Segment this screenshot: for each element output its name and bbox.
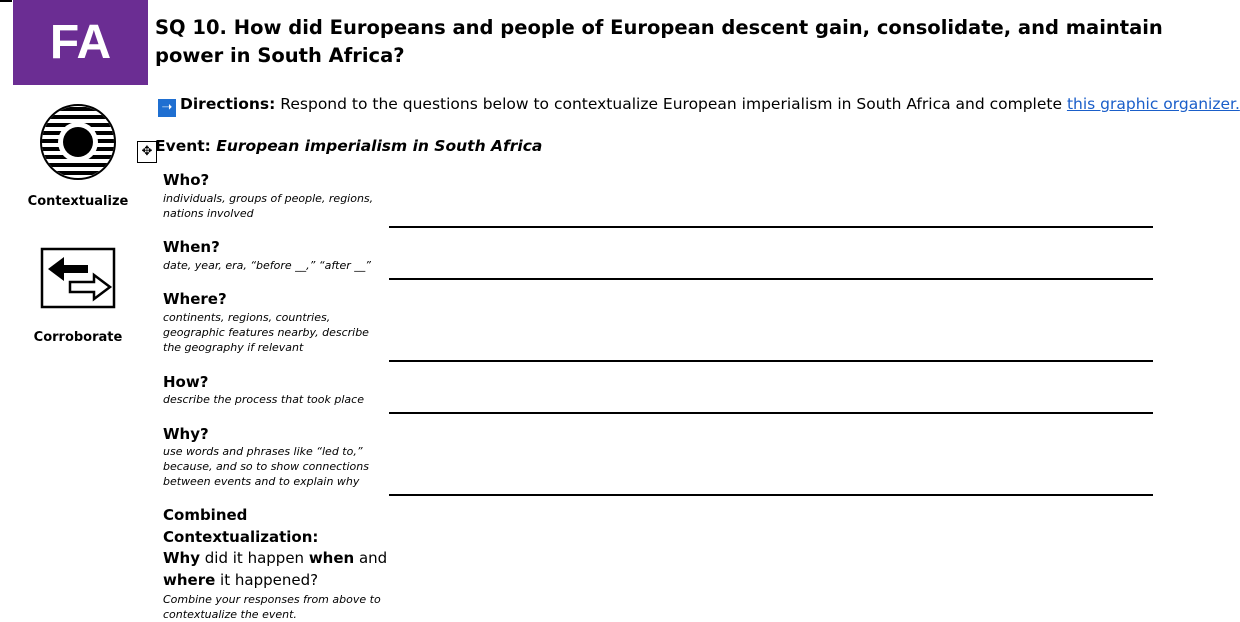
directions-text: Respond to the questions below to contextualize European imperialism in South Africa and complete	[280, 95, 1067, 113]
directions	[158, 93, 1240, 117]
answer-line-when[interactable]	[389, 278, 1153, 280]
question-when-hint: date, year, era, “before __,” “after __”	[163, 259, 371, 272]
question-how-label: How?	[163, 373, 209, 391]
answer-line-why[interactable]	[389, 494, 1153, 496]
combined-text-1: did it happen	[200, 549, 309, 567]
answer-line-how[interactable]	[389, 412, 1153, 414]
corroborate-label: Corroborate	[33, 330, 123, 345]
combined-contextualization	[163, 505, 393, 622]
page-title: SQ 10. How did Europeans and people of European descent gain, consolidate, and maintain power in South Africa?	[155, 16, 1163, 67]
combined-where: where	[163, 570, 216, 589]
answer-line-who[interactable]	[389, 226, 1153, 228]
answer-line-where[interactable]	[389, 360, 1153, 362]
event-value: European imperialism in South Africa	[216, 137, 543, 155]
event-line	[155, 137, 542, 155]
question-how-hint: describe the process that took place	[163, 393, 364, 406]
event-label: Event:	[155, 137, 211, 155]
corroborate-icon	[40, 247, 116, 309]
fa-badge: FA	[13, 0, 148, 85]
contextualize-label: Contextualize	[27, 194, 129, 209]
combined-hint: Combine your responses from above to contextualize the event.	[163, 593, 381, 621]
combined-why: Why	[163, 549, 201, 567]
directions-label: Directions:	[180, 95, 276, 113]
combined-when: when	[308, 549, 355, 567]
combined-heading: Combined Contextualization:	[163, 506, 319, 546]
move-handle-icon[interactable]: ✥	[137, 141, 157, 163]
question-why-hint: use words and phrases like “led to,” because, and so to show connections between events and to explain why	[163, 445, 369, 488]
question-where-hint: continents, regions, countries, geographic features nearby, describe the geography if relevant	[163, 311, 369, 354]
question-who-hint: individuals, groups of people, regions, nations involved	[163, 192, 374, 220]
combined-text-2: and	[354, 549, 388, 567]
combined-text-3: it happened?	[215, 570, 319, 589]
corner-mark	[0, 0, 12, 2]
question-who-label: Who?	[163, 171, 210, 189]
question-where-label: Where?	[163, 290, 227, 308]
question-when-label: When?	[163, 238, 220, 256]
contextualize-icon	[39, 103, 117, 181]
arrow-right-icon: ➝	[158, 99, 176, 117]
graphic-organizer-link[interactable]: this graphic organizer.	[1066, 95, 1240, 113]
question-why-label: Why?	[163, 425, 209, 443]
